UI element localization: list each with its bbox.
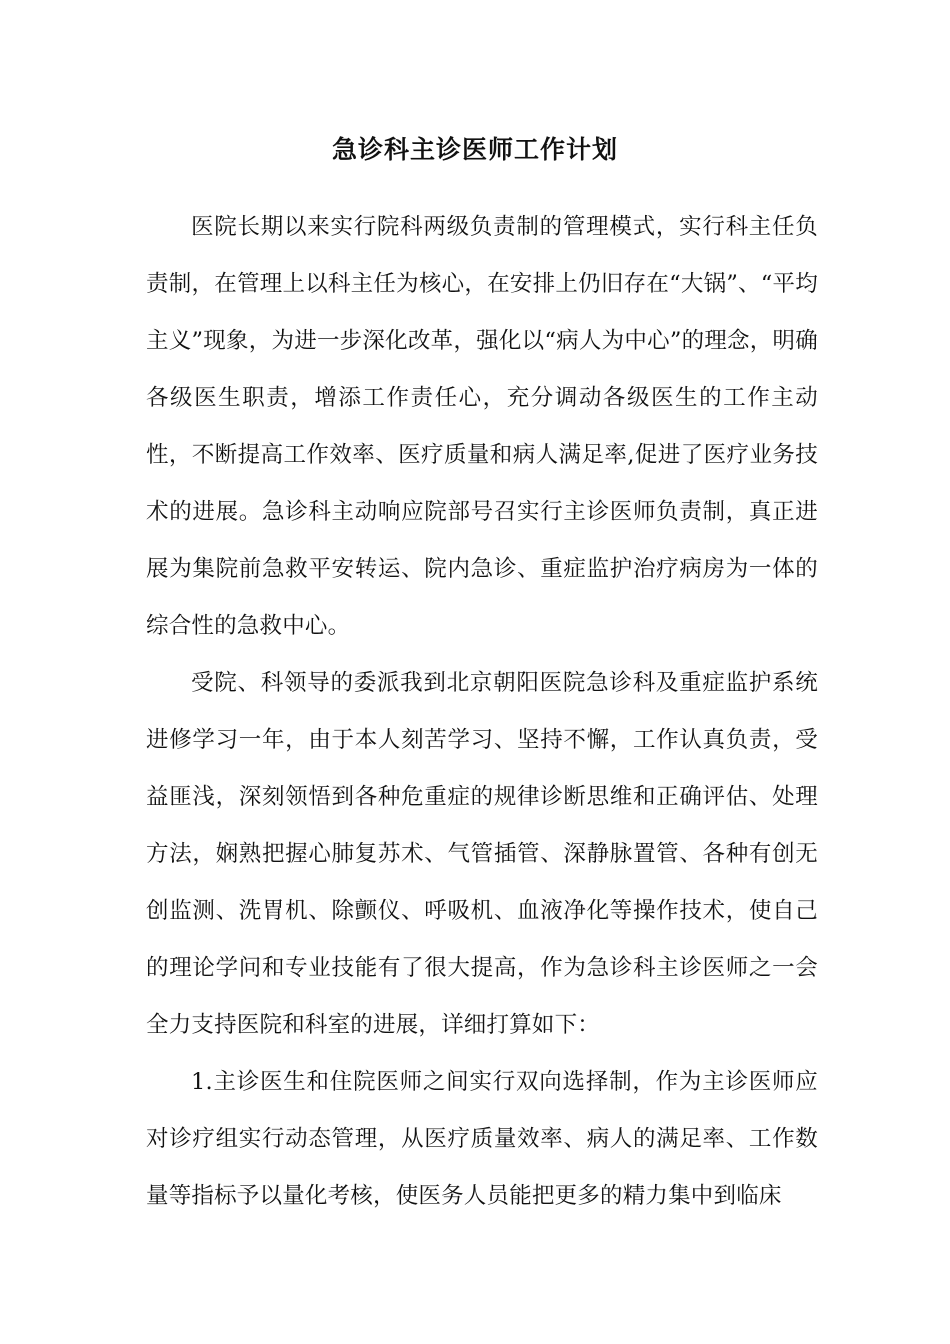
paragraph-intro: 医院长期以来实行院科两级负责制的管理模式，实行科主任负责制，在管理上以科主任为核心，在安排上仍旧存在“大锅”、“平均主义”现象，为进一步深化改革，强化以“病人为中心”的理念，明确各级医生职责，增添工作责任心，充分调动各级医生的工作主动性，不断提高工作效率、医疗质量和病人满足率,促进了医疗业务技术的进展。急诊科主动响应院部号召实行主诊医师负责制，真正进展为集院前急救平安转运、院内急诊、重症监护治疗病房为一体的综合性的急救中心。 (146, 214, 818, 639)
paragraph-plan-item-1: 1.主诊医生和住院医师之间实行双向选择制，作为主诊医师应对诊疗组实行动态管理，从医疗质量效率、病人的满足率、工作数量等指标予以量化考核，使医务人员能把更多的精力集中到临床 (146, 1069, 818, 1209)
document-title: 急诊科主诊医师工作计划 (331, 135, 618, 164)
document-body (146, 199, 818, 1225)
paragraph-training: 受院、科领导的委派我到北京朝阳医院急诊科及重症监护系统进修学习一年，由于本人刻苦学习、坚持不懈，工作认真负责，受益匪浅，深刻领悟到各种危重症的规律诊断思维和正确评估、处理方法，娴熟把握心肺复苏术、气管插管、深静脉置管、各种有创无创监测、洗胃机、除颤仪、呼吸机、血液净化等操作技术，使自己的理论学问和专业技能有了很大提高，作为急诊科主诊医师之一会全力支持医院和科室的进展，详细打算如下： (146, 670, 818, 1038)
